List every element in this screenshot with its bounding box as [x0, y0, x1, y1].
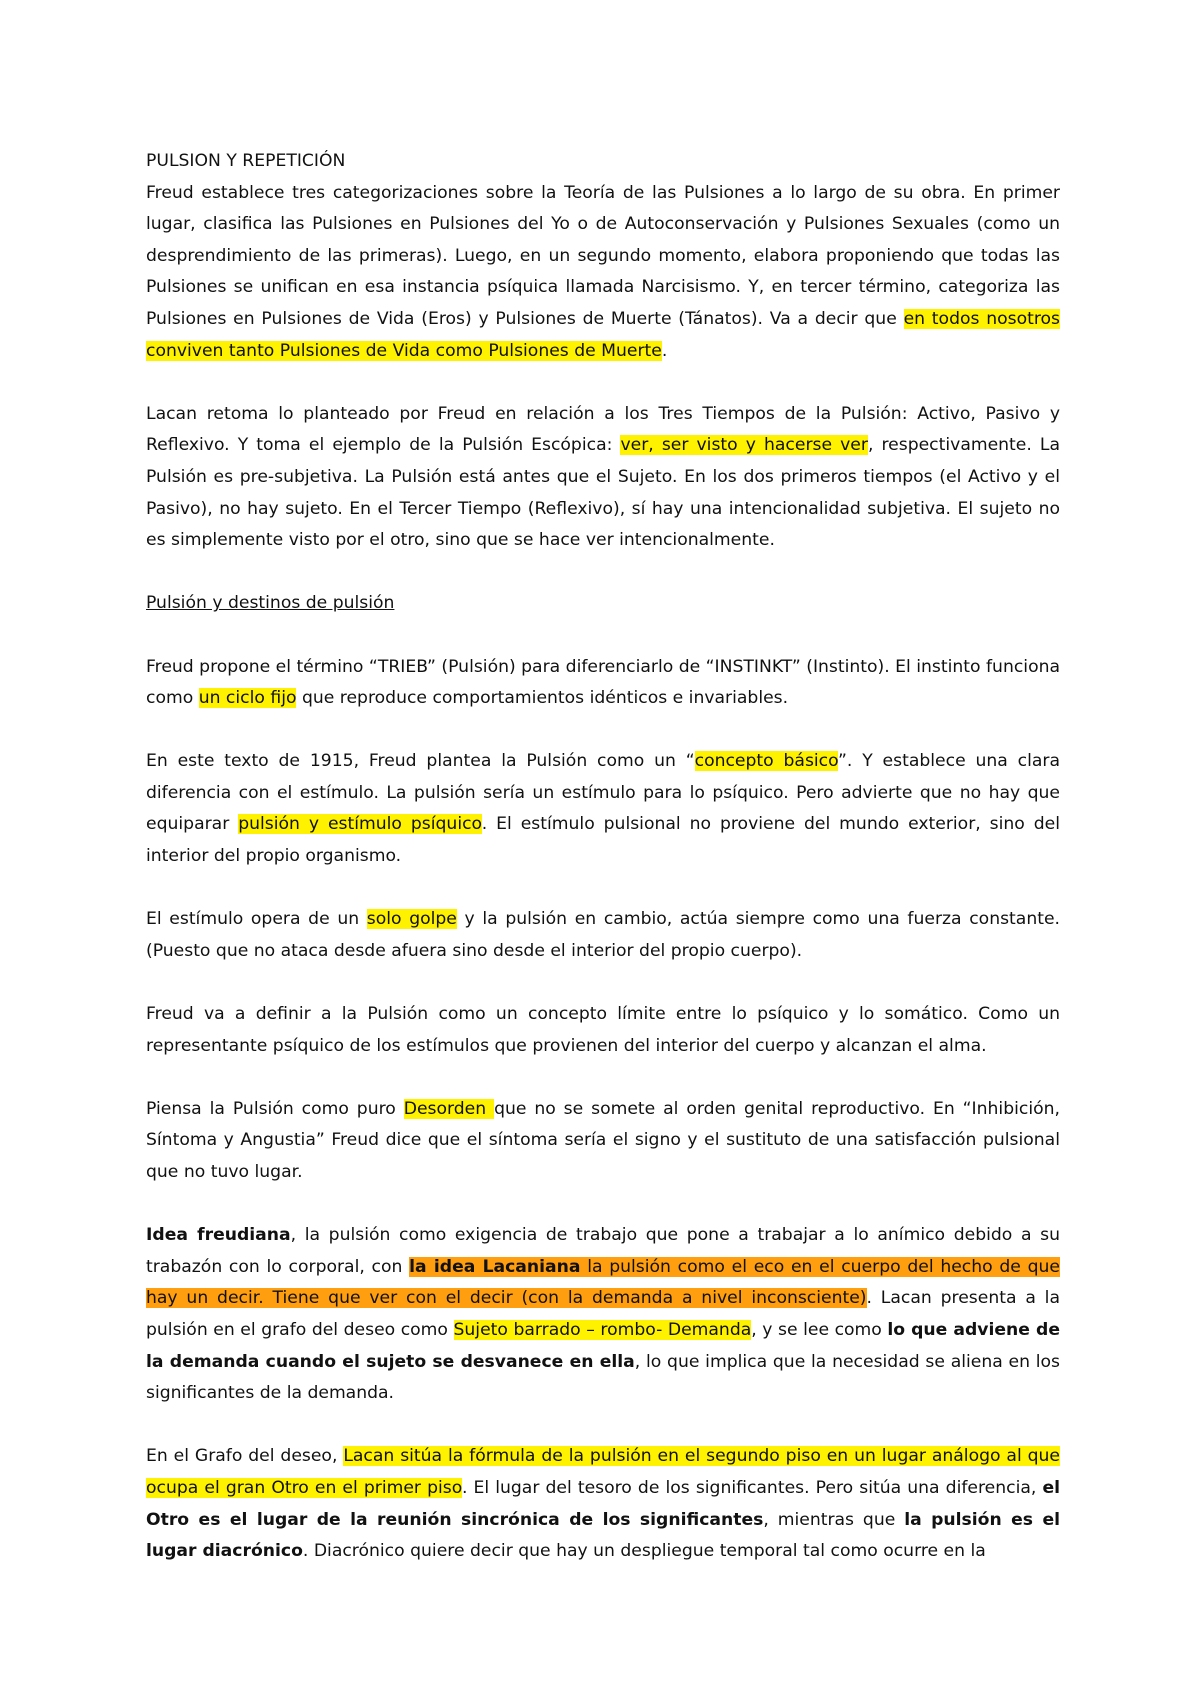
p2-highlight: ver, ser visto y hacerse ver	[620, 435, 868, 456]
p8-bold-2: lo que adviene de la demanda cuando el sujeto se desvanece en ella	[146, 1319, 1060, 1372]
paragraph-7	[146, 1094, 1060, 1189]
p4-text-b: ”. Y establece una clara diferencia con el estímulo. La pulsión sería un estímulo para lo psíquico. Pero advierte que no hay que equiparar	[146, 751, 1060, 835]
p3-text-a: Freud propone el término “TRIEB” (Pulsión) para diferenciarlo de “INSTINKT” (Instinto). El instinto funciona como	[146, 656, 1061, 709]
p5-text-a: El estímulo opera de un	[146, 909, 367, 930]
p3-text-b: que reproduce comportamientos idénticos e invariables.	[296, 688, 789, 709]
p5-highlight: solo golpe	[366, 909, 457, 930]
p7-text-b: que no se somete al orden genital reproductivo. En “Inhibición, Síntoma y Angustia” Freud dice que el síntoma sería el signo y el sustituto de una satisfacción pulsional que no tuvo lugar.	[146, 1098, 1060, 1182]
p9-text-b: . El lugar del tesoro de los significantes. Pero sitúa una diferencia,	[461, 1477, 1043, 1498]
p1-text-b: .	[661, 340, 668, 361]
paragraph-6	[146, 999, 1060, 1062]
p5-text-b: y la pulsión en cambio, actúa siempre como una fuerza constante. (Puesto que no ataca desde afuera sino desde el interior del propio cuerpo).	[146, 909, 1060, 961]
p4-text-c: . El estímulo pulsional no proviene del mundo exterior, sino del interior del propio organismo.	[146, 814, 1060, 867]
p6-text-a: Freud va a definir a la Pulsión como un concepto límite entre lo psíquico y lo somático. Como un representante psíquico de los estímulos que provienen del interior del cuerpo y alcanzan el alma.	[146, 1004, 1060, 1056]
p9-text-c: , mientras que	[763, 1509, 905, 1530]
p1-text-a: Freud establece tres categorizaciones sobre la Teoría de las Pulsiones a lo largo de su obra. En primer lugar, clasifica las Pulsiones en Pulsiones del Yo o de Autoconservación y Pulsiones Sexuales (como un desprendimiento de las primeras). Luego, en un segundo momento, elabora proponiendo que todas las Pulsiones se unifican en esa instancia psíquica llamada Narcisismo. Y, en tercer término, categoriza las Pulsiones en Pulsiones de Vida (Eros) y Pulsiones de Muerte (Tánatos). Va a decir que	[146, 182, 1060, 329]
p8-highlight-orange-bold: la idea Lacaniana	[409, 1256, 581, 1277]
p1-highlight: en todos nosotros conviven tanto Pulsiones de Vida como Pulsiones de Muerte	[146, 308, 1061, 361]
p7-highlight: Desorden	[403, 1098, 495, 1119]
p9-text-a: En el Grafo del deseo,	[146, 1446, 344, 1467]
p4-text-a: En este texto de 1915, Freud plantea la Pulsión como un “	[146, 751, 695, 772]
p8-highlight-orange: la pulsión como el eco en el cuerpo del hecho de que hay un decir. Tiene que ver con el decir (con la demanda a nivel inconsciente)	[146, 1256, 1060, 1309]
paragraph-2	[146, 399, 1060, 557]
p8-highlight: Sujeto barrado – rombo- Demanda	[453, 1319, 752, 1340]
p9-text-d: . Diacrónico quiere decir que hay un despliegue temporal tal como ocurre en la	[302, 1541, 986, 1562]
document-title	[146, 146, 1060, 178]
heading-text: Pulsión y destinos de pulsión	[146, 593, 395, 614]
paragraph-9	[146, 1441, 1060, 1567]
p4-highlight-2: pulsión y estímulo psíquico	[238, 814, 482, 835]
p7-text-a: Piensa la Pulsión como puro	[146, 1098, 404, 1119]
p2-text-b: , respectivamente. La Pulsión es pre-subjetiva. La Pulsión está antes que el Sujeto. En los dos primeros tiempos (el Activo y el Pasivo), no hay sujeto. En el Tercer Tiempo (Reflexivo), sí hay una intencionalidad subjetiva. El sujeto no es simplemente visto por el otro, sino que se hace ver intencionalmente.	[146, 435, 1061, 551]
section-heading	[146, 588, 1060, 620]
p8-text-d: , lo que implica que la necesidad se aliena en los significantes de la demanda.	[146, 1351, 1060, 1404]
p3-highlight: un ciclo fijo	[198, 688, 297, 709]
p2-text-a: Lacan retoma lo planteado por Freud en relación a los Tres Tiempos de la Pulsión: Activo, Pasivo y Reflexivo. Y toma el ejemplo de la Pulsión Escópica:	[146, 403, 1060, 456]
p9-bold-2: la pulsión es el lugar diacrónico	[146, 1509, 1061, 1562]
paragraph-4	[146, 746, 1060, 872]
paragraph-5	[146, 904, 1060, 967]
p9-highlight: Lacan sitúa la fórmula de la pulsión en el segundo piso en un lugar análogo al que ocupa el gran Otro en el primer piso	[146, 1446, 1060, 1498]
p8-text-b: . Lacan presenta a la pulsión en el grafo del deseo como	[146, 1288, 1060, 1340]
p8-text-a: , la pulsión como exigencia de trabajo que pone a trabajar a lo anímico debido a su trabazón con lo corporal, con	[146, 1225, 1060, 1277]
p8-text-c: , y se lee como	[751, 1319, 888, 1340]
title-text: PULSION Y REPETICIÓN	[146, 151, 346, 171]
paragraph-1	[146, 178, 1060, 368]
p4-highlight-1: concepto básico	[694, 751, 839, 772]
paragraph-8	[146, 1220, 1060, 1410]
p8-bold-1: Idea freudiana	[146, 1225, 291, 1246]
document-page	[146, 146, 1060, 1599]
p9-bold-1: el Otro es el lugar de la reunión sincrónica de los significantes	[146, 1477, 1060, 1530]
paragraph-3	[146, 652, 1060, 715]
